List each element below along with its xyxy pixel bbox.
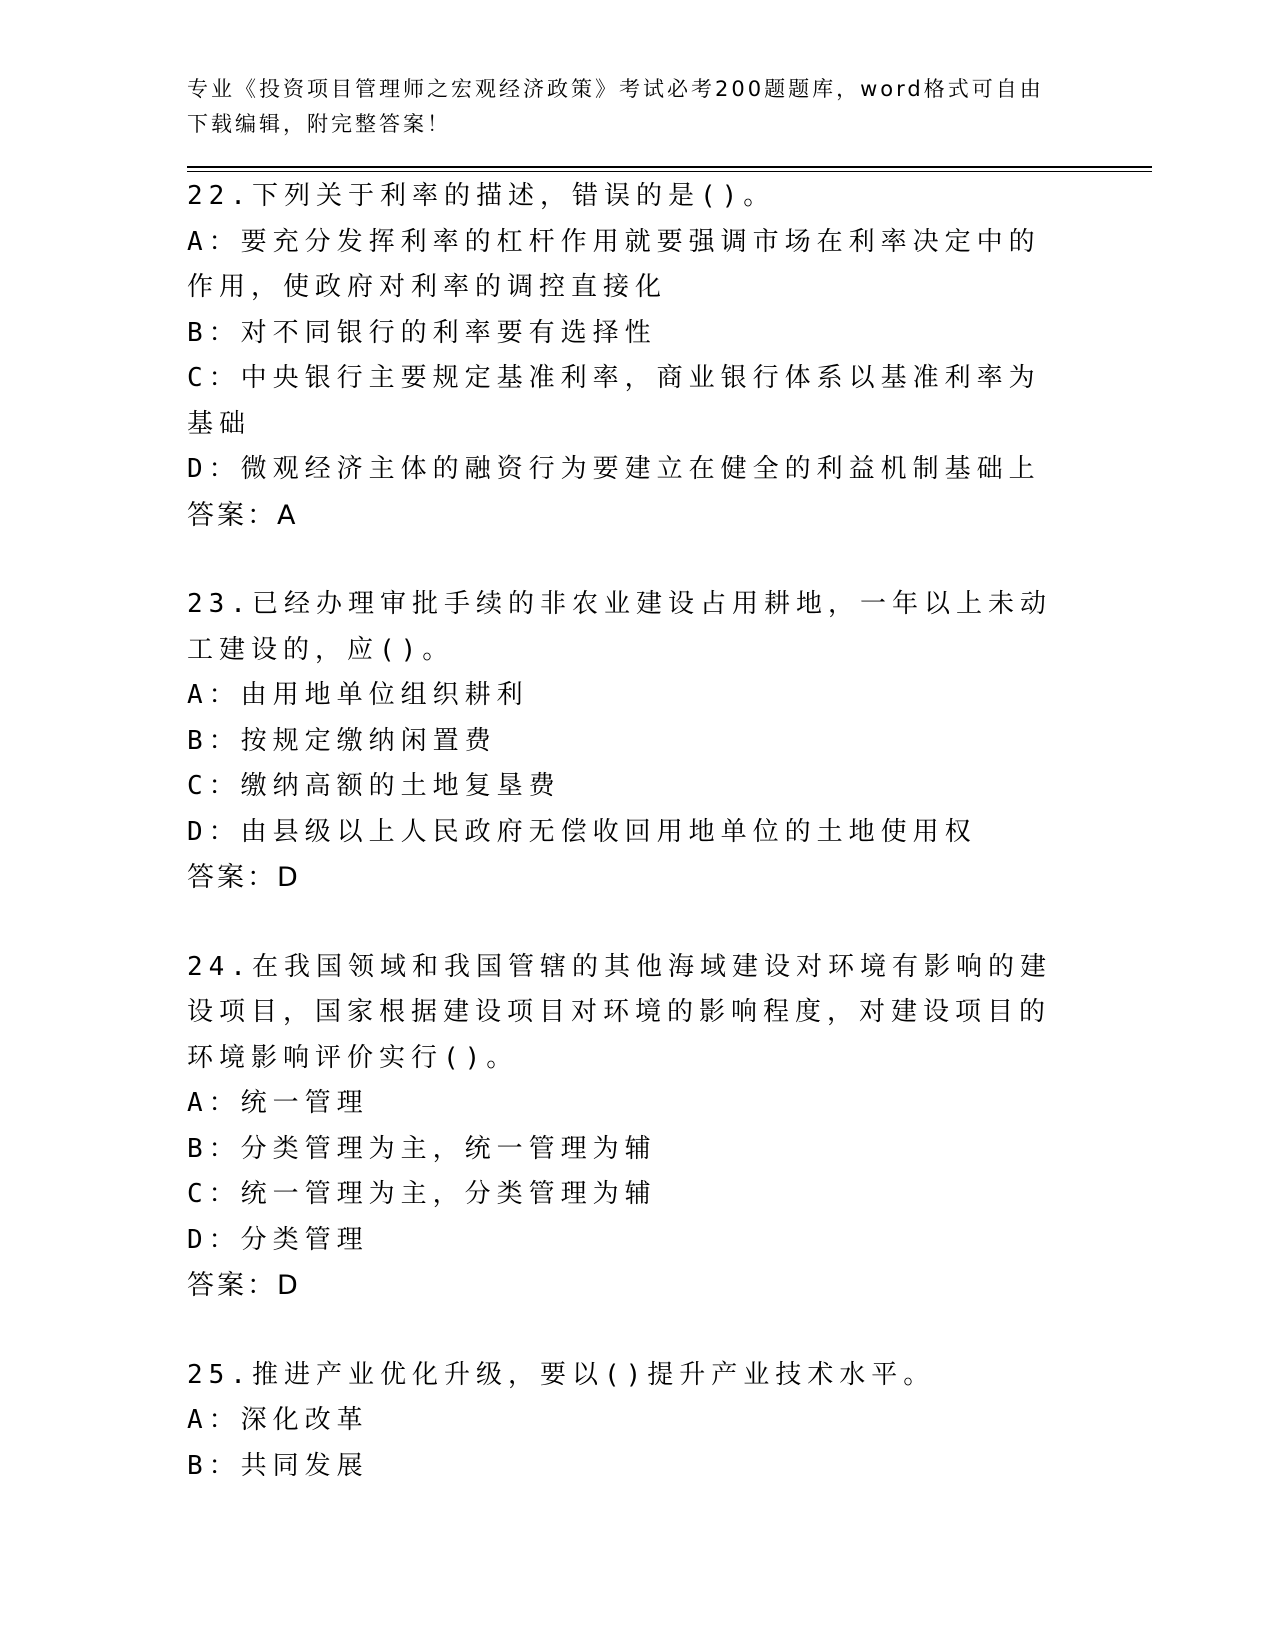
answer-line: 答案：A	[187, 499, 299, 531]
option-a: A：由用地单位组织耕利	[187, 680, 529, 710]
option-a: A：深化改革	[187, 1405, 369, 1435]
option-a: A：统一管理	[187, 1088, 369, 1118]
option-d: D：由县级以上人民政府无偿收回用地单位的土地使用权	[187, 816, 977, 847]
option-d: D：分类管理	[187, 1224, 369, 1255]
option-c: C：统一管理为主，分类管理为辅	[187, 1179, 657, 1209]
option-c: C：中央银行主要规定基准利率，商业银行体系以基准利率为基础	[187, 363, 1041, 439]
answer-line: 答案：D	[187, 1270, 301, 1301]
header-divider	[187, 166, 1152, 172]
question-25	[187, 1353, 1152, 1490]
option-b: B：对不同银行的利率要有选择性	[187, 317, 657, 348]
question-stem: 24.在我国领域和我国管辖的其他海域建设对环境有影响的建设项目，国家根据建设项目对环境的影响程度，对建设项目的环境影响评价实行()。	[187, 951, 1052, 1073]
option-b: B：按规定缴纳闲置费	[187, 725, 497, 756]
document-header: 专业《投资项目管理师之宏观经济政策》考试必考200题题库，word格式可自由下载编辑，附完整答案！	[187, 77, 1044, 136]
question-stem: 23.已经办理审批手续的非农业建设占用耕地，一年以上未动工建设的，应()。	[187, 589, 1052, 665]
option-b: B：分类管理为主，统一管理为辅	[187, 1133, 657, 1164]
option-a: A：要充分发挥利率的杠杆作用就要强调市场在利率决定中的作用，使政府对利率的调控直接化	[187, 226, 1041, 302]
question-23	[187, 582, 1152, 901]
document-page	[187, 72, 1152, 1533]
question-stem: 22.下列关于利率的描述，错误的是()。	[187, 181, 776, 211]
question-list	[187, 174, 1152, 1489]
question-24	[187, 945, 1152, 1309]
question-stem: 25.推进产业优化升级，要以()提升产业技术水平。	[187, 1359, 936, 1390]
option-d: D：微观经济主体的融资行为要建立在健全的利益机制基础上	[187, 454, 1041, 484]
question-22	[187, 174, 1152, 538]
option-c: C：缴纳高额的土地复垦费	[187, 771, 561, 801]
option-b: B：共同发展	[187, 1450, 369, 1481]
answer-line: 答案：D	[187, 862, 301, 893]
